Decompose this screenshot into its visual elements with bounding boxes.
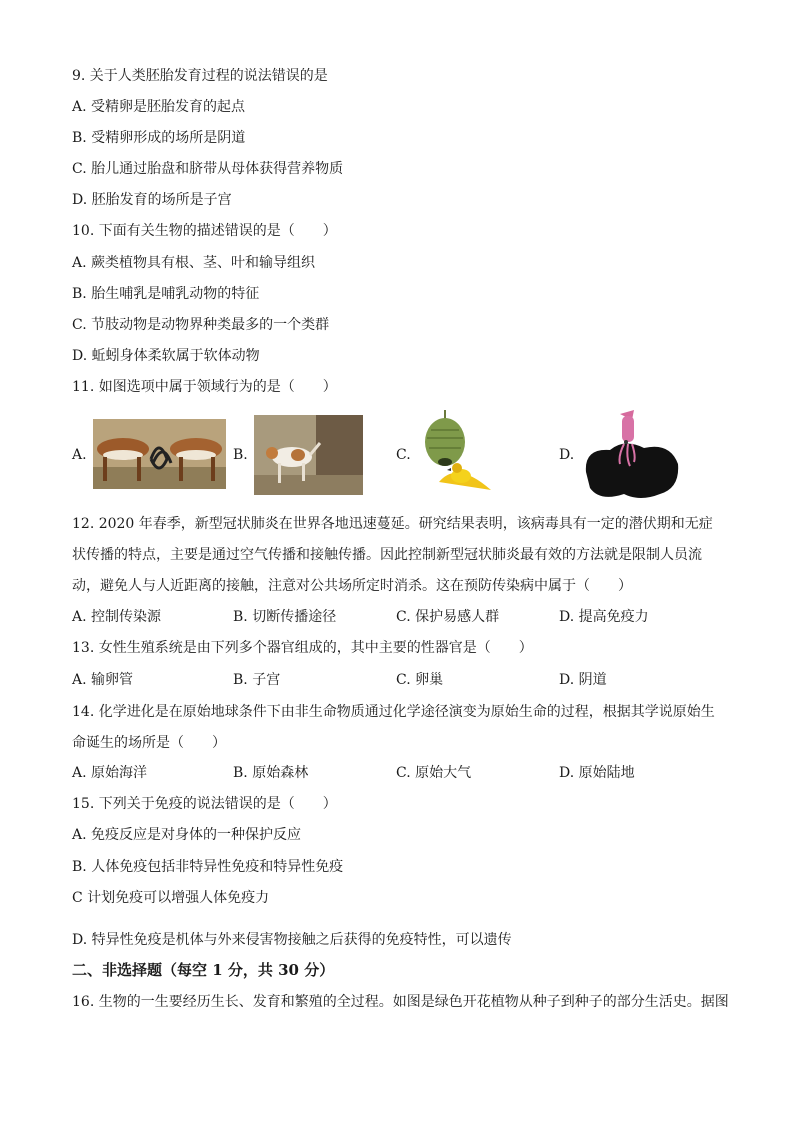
q12-option-b: B. 切断传播途径 — [233, 609, 337, 625]
q13-option-c: C. 卵巢 — [396, 672, 444, 688]
q10-option-a: A. 蕨类植物具有根、茎、叶和输导组织 — [72, 255, 316, 271]
q12-option-c: C. 保护易感人群 — [396, 609, 500, 625]
q15-option-a: A. 免疫反应是对身体的一种保护反应 — [72, 827, 302, 843]
q11-label-b: B. — [233, 447, 248, 463]
q13-option-d: D. 阴道 — [559, 672, 607, 688]
q14-stem: 14. 化学进化是在原始地球条件下由非生命物质通过化学途径演变为原始生命的过程，根据其学说原始生命诞生的场所是（ ） — [72, 704, 715, 751]
q14-option-c: C. 原始大气 — [396, 765, 472, 781]
q9-option-b: B. 受精卵形成的场所是阴道 — [72, 130, 246, 146]
q16-stem: 16. 生物的一生要经历生长、发育和繁殖的全过程。如图是绿色开花植物从种子到种子的部分生活史。据图 — [72, 994, 729, 1010]
q12-option-d: D. 提高免疫力 — [559, 609, 649, 625]
q12-stem: 12. 2020 年春季，新型冠状肺炎在世界各地迅速蔓延。研究结果表明，该病毒具有一定的潜伏期和无症状传播的特点，主要是通过空气传播和接触传播。因此控制新型冠状肺炎最有效的方法就是限制人员流动，避免人与人近距离的接触，注意对公共场所定时消杀。这在预防传染病中属于（ ） — [72, 516, 713, 594]
q10-stem: 10. 下面有关生物的描述错误的是（ ） — [72, 223, 337, 239]
q11-label-a: A. — [72, 447, 87, 463]
q11-image-c-weaverbird — [417, 410, 495, 498]
q9-stem: 9. 关于人类胚胎发育过程的说法错误的是 — [72, 68, 328, 84]
q11-label-d: D. — [559, 447, 575, 463]
q12-option-a: A. 控制传染源 — [72, 609, 162, 625]
q13-option-b: B. 子宫 — [233, 672, 281, 688]
q10-option-d: D. 蚯蚓身体柔软属于软体动物 — [72, 348, 260, 364]
section-2-heading: 二、非选择题（每空 1 分，共 30 分） — [72, 961, 335, 979]
q11-image-b-dog — [254, 415, 363, 495]
q11-image-a-antelopes — [93, 419, 226, 489]
q10-option-c: C. 节肢动物是动物界种类最多的一个类群 — [72, 317, 330, 333]
q10-option-b: B. 胎生哺乳是哺乳动物的特征 — [72, 286, 260, 302]
q9-option-c: C. 胎儿通过胎盘和脐带从母体获得营养物质 — [72, 161, 344, 177]
q13-stem: 13. 女性生殖系统是由下列多个器官组成的，其中主要的性器官是（ ） — [72, 640, 533, 656]
squid-ink-icon — [580, 408, 682, 502]
q9-option-d: D. 胚胎发育的场所是子宫 — [72, 192, 232, 208]
dog-marking-tree-icon — [254, 415, 363, 495]
weaverbird-nest-icon — [417, 410, 495, 498]
q14-option-d: D. 原始陆地 — [559, 765, 635, 781]
q13-option-a: A. 输卵管 — [72, 672, 134, 688]
q15-option-c: C 计划免疫可以增强人体免疫力 — [72, 890, 270, 906]
q14-option-a: A. 原始海洋 — [72, 765, 148, 781]
q11-label-c: C. — [396, 447, 411, 463]
q11-stem: 11. 如图选项中属于领域行为的是（ ） — [72, 379, 337, 395]
q15-option-d: D. 特异性免疫是机体与外来侵害物接触之后获得的免疫特性，可以遗传 — [72, 932, 512, 948]
q14-option-b: B. 原始森林 — [233, 765, 309, 781]
q11-image-d-squid — [580, 408, 682, 502]
q9-option-a: A. 受精卵是胚胎发育的起点 — [72, 99, 246, 115]
q15-stem: 15. 下列关于免疫的说法错误的是（ ） — [72, 796, 337, 812]
q15-option-b: B. 人体免疫包括非特异性免疫和特异性免疫 — [72, 859, 344, 875]
antelopes-fighting-icon — [93, 419, 226, 489]
